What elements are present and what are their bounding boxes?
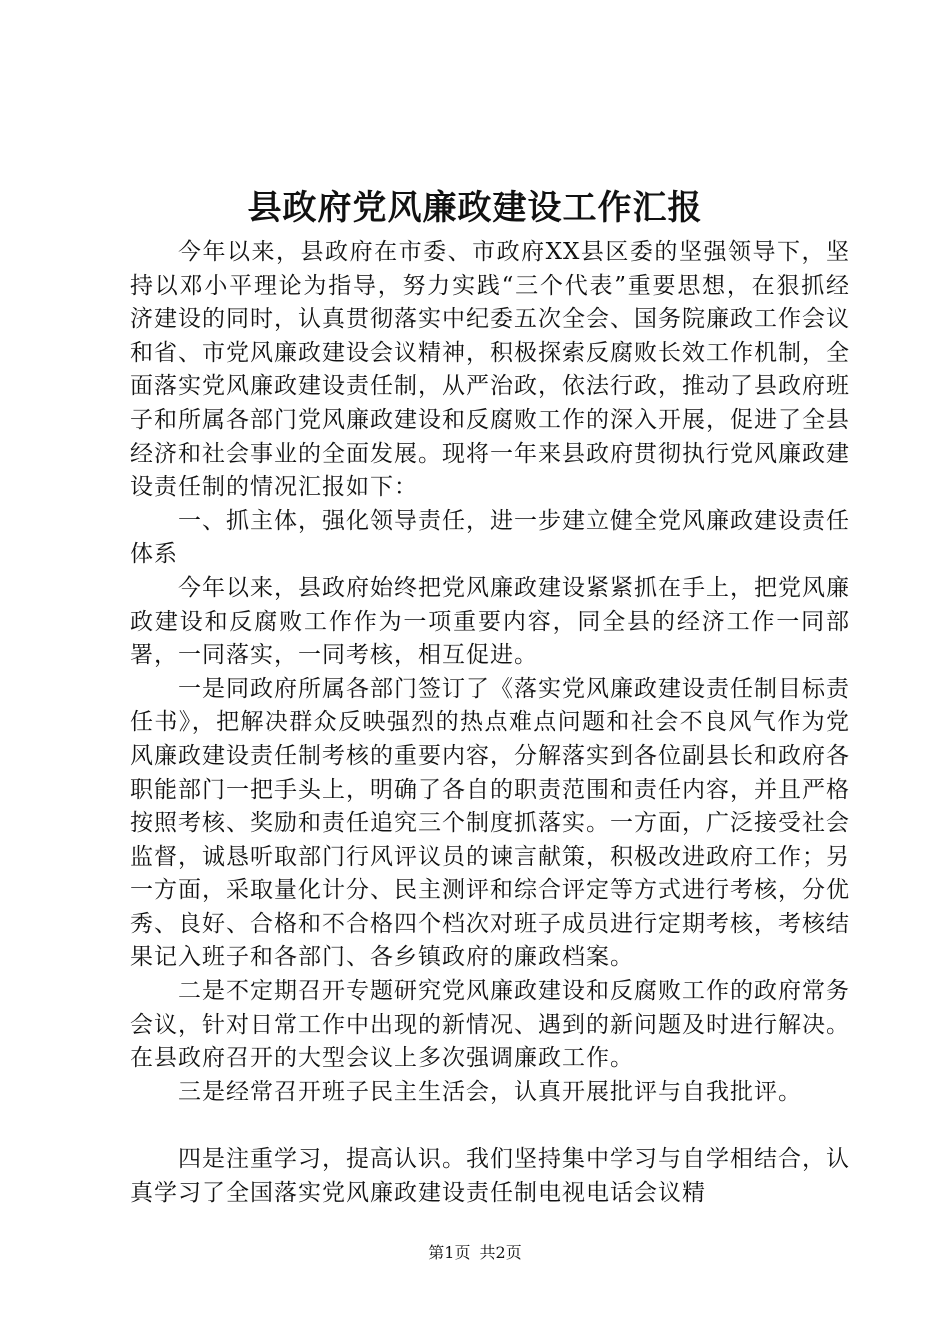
document-body bbox=[130, 236, 850, 1210]
paragraph-point-4: 四是注重学习，提高认识。我们坚持集中学习与自学相结合，认真学习了全国落实党风廉政建设责任制电视电话会议精 bbox=[130, 1146, 850, 1206]
paragraph-point-3: 三是经常召开班子民主生活会，认真开展批评与自我批评。 bbox=[178, 1078, 802, 1105]
page-number: 第1页 bbox=[428, 1243, 471, 1262]
paragraph-spacer bbox=[130, 1109, 850, 1143]
page-footer bbox=[0, 1242, 950, 1264]
paragraph-point-2: 二是不定期召开专题研究党风廉政建设和反腐败工作的政府常务会议，针对日常工作中出现的新情况、遇到的新问题及时进行解决。在县政府召开的大型会议上多次强调廉政工作。 bbox=[130, 978, 850, 1072]
paragraph-point-1: 一是同政府所属各部门签订了《落实党风廉政建设责任制目标责任书》，把解决群众反映强烈的热点难点问题和社会不良风气作为党风廉政建设责任制考核的重要内容，分解落实到各位副县长和政府各职能部门一把手头上，明确了各自的职责范围和责任内容，并且严格按照考核、奖励和责任追究三个制度抓落实。一方面，广泛接受社会监督，诚恳听取部门行风评议员的谏言献策，积极改进政府工作；另一方面，采取量化计分、民主测评和综合评定等方式进行考核，分优秀、良好、合格和不合格四个档次对班子成员进行定期考核，考核结果记入班子和各部门、各乡镇政府的廉政档案。 bbox=[130, 675, 850, 971]
paragraph-intro: 今年以来，县政府在市委、市政府XX县区委的坚强领导下，坚持以邓小平理论为指导，努力实践“三个代表”重要思想，在狠抓经济建设的同时，认真贯彻落实中纪委五次全会、国务院廉政工作会议和省、市党风廉政建设会议精神，积极探索反腐败长效工作机制，全面落实党风廉政建设责任制，从严治政，依法行政，推动了县政府班子和所属各部门党风廉政建设和反腐败工作的深入开展，促进了全县经济和社会事业的全面发展。现将一年来县政府贯彻执行党风廉政建设责任制的情况汇报如下： bbox=[130, 239, 850, 501]
paragraph-section-heading-1: 一、抓主体，强化领导责任，进一步建立健全党风廉政建设责任体系 bbox=[130, 507, 850, 568]
paragraph-section-1-summary: 今年以来，县政府始终把党风廉政建设紧紧抓在手上，把党风廉政建设和反腐败工作作为一项重要内容，同全县的经济工作一同部署，一同落实，一同考核，相互促进。 bbox=[130, 574, 850, 669]
page-total: 共2页 bbox=[479, 1243, 522, 1262]
document-title: 县政府党风廉政建设工作汇报 bbox=[247, 188, 703, 228]
